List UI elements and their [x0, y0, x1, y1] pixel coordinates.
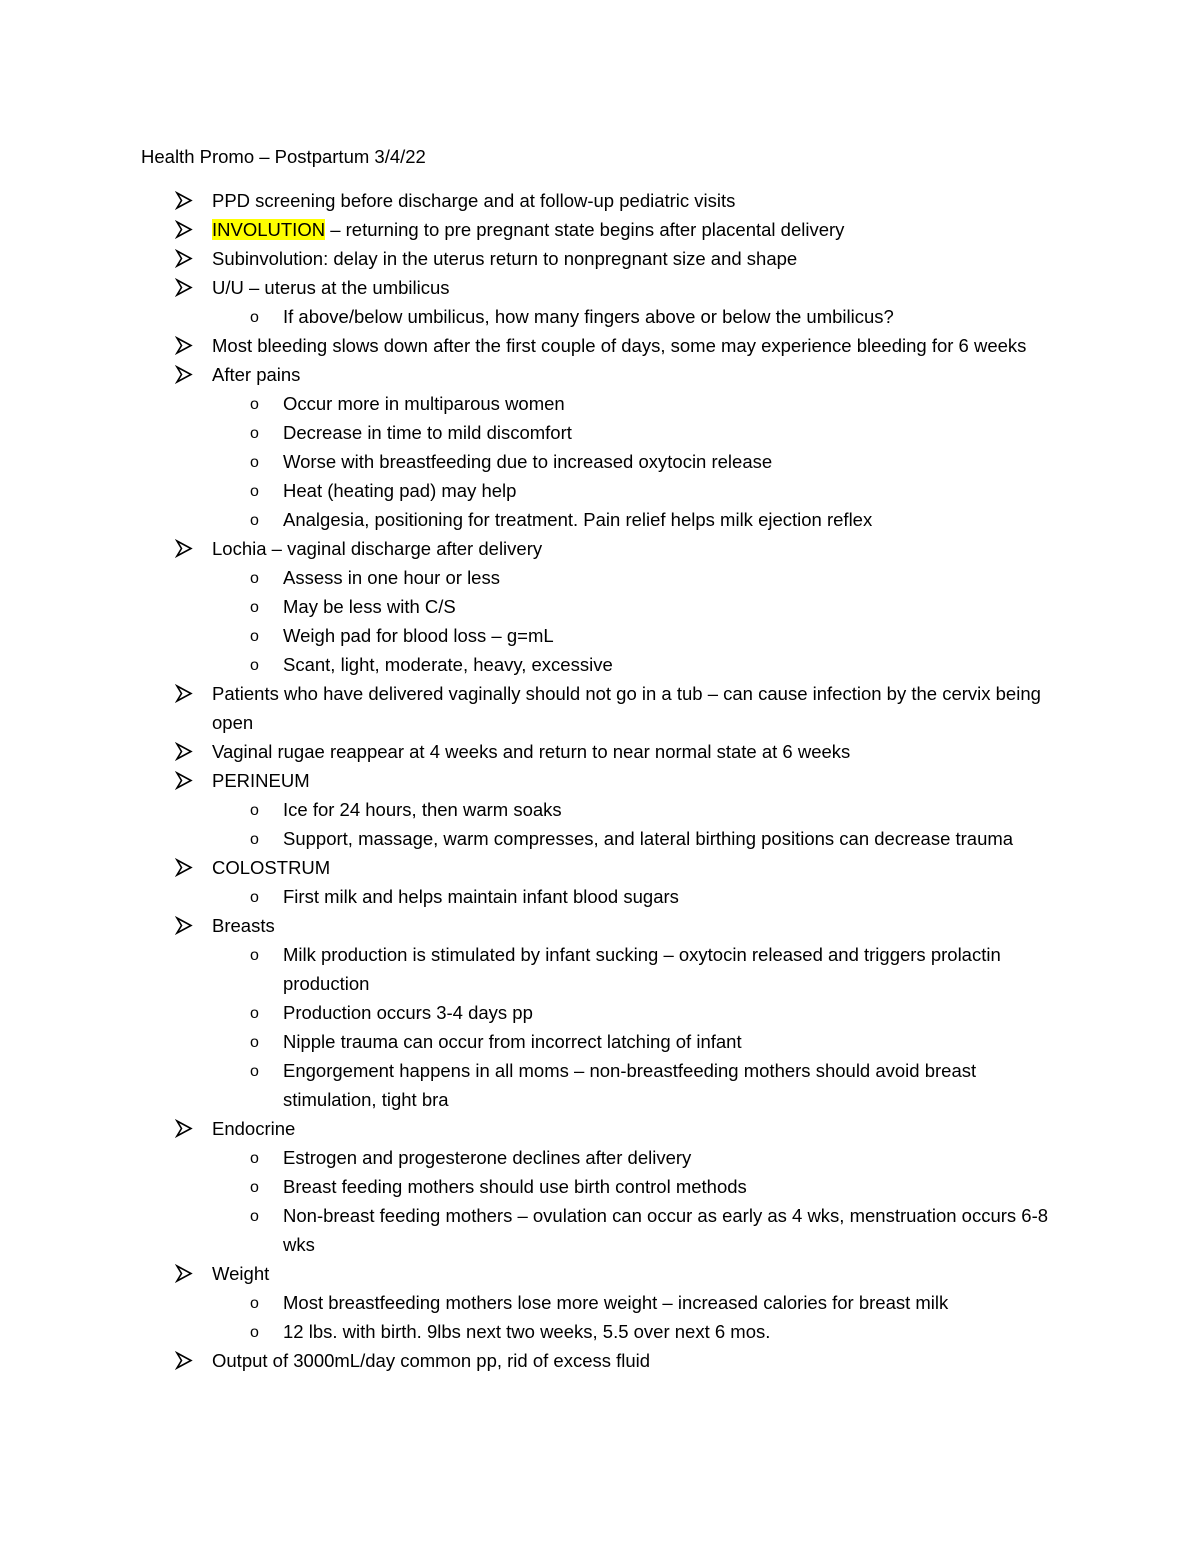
item-text: Heat (heating pad) may help — [283, 480, 517, 501]
circle-bullet-icon: o — [250, 1179, 259, 1196]
sub-list-item — [0, 795, 1063, 824]
item-text: May be less with C/S — [283, 596, 456, 617]
item-text: Scant, light, moderate, heavy, excessive — [283, 654, 613, 675]
list-item — [0, 360, 1062, 389]
list-item — [0, 766, 1062, 795]
arrowhead-bullet-icon — [175, 273, 193, 302]
arrowhead-bullet-icon — [175, 360, 193, 389]
item-text: Production occurs 3-4 days pp — [283, 1002, 533, 1023]
circle-bullet-icon: o — [250, 831, 259, 848]
sub-list-item — [0, 1172, 1063, 1201]
sub-list-item — [0, 592, 1063, 621]
sub-list-item — [0, 940, 1063, 998]
item-text: Non-breast feeding mothers – ovulation can occur as early as 4 wks, menstruation occurs 6-8 wks — [283, 1205, 1049, 1255]
item-text: Support, massage, warm compresses, and lateral birthing positions can decrease trauma — [283, 828, 1014, 849]
item-text: Most bleeding slows down after the first couple of days, some may experience bleeding for 6 weeks — [212, 335, 1027, 356]
arrowhead-bullet-icon — [175, 1114, 193, 1143]
item-text: Vaginal rugae reappear at 4 weeks and return to near normal state at 6 weeks — [212, 741, 851, 762]
sub-list-item — [0, 1056, 1063, 1114]
circle-bullet-icon: o — [250, 483, 259, 500]
arrowhead-bullet-icon — [175, 186, 193, 215]
item-text: Assess in one hour or less — [283, 567, 500, 588]
item-text: Nipple trauma can occur from incorrect latching of infant — [283, 1031, 742, 1052]
circle-bullet-icon: o — [250, 309, 259, 326]
circle-bullet-icon: o — [250, 947, 259, 964]
sub-list-item — [0, 563, 1063, 592]
item-text: Engorgement happens in all moms – non-breastfeeding mothers should avoid breast stimulation, tight bra — [283, 1060, 977, 1110]
arrowhead-bullet-icon — [175, 215, 193, 244]
circle-bullet-icon: o — [250, 1295, 259, 1312]
list-item — [0, 911, 1062, 940]
circle-bullet-icon: o — [250, 396, 259, 413]
circle-bullet-icon: o — [250, 1034, 259, 1051]
circle-bullet-icon: o — [250, 628, 259, 645]
item-text: Ice for 24 hours, then warm soaks — [283, 799, 562, 820]
list-item — [0, 1259, 1062, 1288]
circle-bullet-icon: o — [250, 1150, 259, 1167]
arrowhead-bullet-icon — [175, 1346, 193, 1375]
sub-list-item — [0, 1288, 1063, 1317]
item-text: Breast feeding mothers should use birth control methods — [283, 1176, 747, 1197]
circle-bullet-icon: o — [250, 889, 259, 906]
item-text: First milk and helps maintain infant blood sugars — [283, 886, 679, 907]
item-text: – returning to pre pregnant state begins after placental delivery — [325, 219, 845, 240]
list-item — [0, 215, 1062, 244]
sub-list-item — [0, 302, 1063, 331]
sub-list-item — [0, 882, 1063, 911]
list-item — [0, 331, 1062, 360]
list-item — [0, 737, 1062, 766]
item-text: Subinvolution: delay in the uterus return to nonpregnant size and shape — [212, 248, 798, 269]
list-item — [0, 853, 1062, 882]
circle-bullet-icon: o — [250, 657, 259, 674]
circle-bullet-icon: o — [250, 1208, 259, 1225]
item-text: U/U – uterus at the umbilicus — [212, 277, 450, 298]
sub-list-item — [0, 650, 1063, 679]
item-text: 12 lbs. with birth. 9lbs next two weeks, 5.5 over next 6 mos. — [283, 1321, 771, 1342]
arrowhead-bullet-icon — [175, 244, 193, 273]
item-text: Occur more in multiparous women — [283, 393, 565, 414]
list-item — [0, 1114, 1062, 1143]
item-text: Weight — [212, 1263, 270, 1284]
item-text: Decrease in time to mild discomfort — [283, 422, 572, 443]
item-text: If above/below umbilicus, how many fingers above or below the umbilicus? — [283, 306, 894, 327]
arrowhead-bullet-icon — [175, 679, 193, 708]
list-item — [0, 244, 1062, 273]
item-text: COLOSTRUM — [212, 857, 331, 878]
item-text: Breasts — [212, 915, 275, 936]
sub-list-item — [0, 1317, 1063, 1346]
circle-bullet-icon: o — [250, 1063, 259, 1080]
circle-bullet-icon: o — [250, 1005, 259, 1022]
item-text: Worse with breastfeeding due to increased oxytocin release — [283, 451, 773, 472]
list-item — [0, 679, 1062, 737]
sub-list-item — [0, 1143, 1063, 1172]
list-item — [0, 186, 1062, 215]
item-text: Weigh pad for blood loss – g=mL — [283, 625, 554, 646]
item-text: Estrogen and progesterone declines after delivery — [283, 1147, 692, 1168]
page-title: Health Promo – Postpartum 3/4/22 — [141, 146, 426, 167]
sub-list-item — [0, 998, 1063, 1027]
arrowhead-bullet-icon — [175, 331, 193, 360]
circle-bullet-icon: o — [250, 802, 259, 819]
sub-list-item — [0, 621, 1063, 650]
list-item — [0, 273, 1062, 302]
item-text: Most breastfeeding mothers lose more weight – increased calories for breast milk — [283, 1292, 949, 1313]
item-text: Analgesia, positioning for treatment. Pain relief helps milk ejection reflex — [283, 509, 873, 530]
item-text: PPD screening before discharge and at follow-up pediatric visits — [212, 190, 736, 211]
sub-list-item — [0, 476, 1063, 505]
sub-list-item — [0, 824, 1063, 853]
highlighted-term: INVOLUTION — [212, 219, 326, 240]
sub-list-item — [0, 1027, 1063, 1056]
arrowhead-bullet-icon — [175, 853, 193, 882]
sub-list-item — [0, 1201, 1063, 1259]
circle-bullet-icon: o — [250, 512, 259, 529]
list-item — [0, 1346, 1062, 1375]
sub-list-item — [0, 447, 1063, 476]
bullet-list — [0, 186, 1200, 1375]
arrowhead-bullet-icon — [175, 737, 193, 766]
sub-list-item — [0, 418, 1063, 447]
item-text: PERINEUM — [212, 770, 310, 791]
list-item — [0, 534, 1062, 563]
circle-bullet-icon: o — [250, 599, 259, 616]
arrowhead-bullet-icon — [175, 1259, 193, 1288]
circle-bullet-icon: o — [250, 425, 259, 442]
arrowhead-bullet-icon — [175, 766, 193, 795]
item-text: Patients who have delivered vaginally should not go in a tub – can cause infection by the cervix being open — [212, 683, 1041, 733]
item-text: Output of 3000mL/day common pp, rid of excess fluid — [212, 1350, 651, 1371]
arrowhead-bullet-icon — [175, 911, 193, 940]
item-text: Lochia – vaginal discharge after delivery — [212, 538, 543, 559]
circle-bullet-icon: o — [250, 1324, 259, 1341]
circle-bullet-icon: o — [250, 570, 259, 587]
arrowhead-bullet-icon — [175, 534, 193, 563]
sub-list-item — [0, 389, 1063, 418]
item-text: After pains — [212, 364, 301, 385]
circle-bullet-icon: o — [250, 454, 259, 471]
item-text: Milk production is stimulated by infant sucking – oxytocin released and triggers prolactin production — [283, 944, 1001, 994]
item-text: Endocrine — [212, 1118, 296, 1139]
sub-list-item — [0, 505, 1063, 534]
